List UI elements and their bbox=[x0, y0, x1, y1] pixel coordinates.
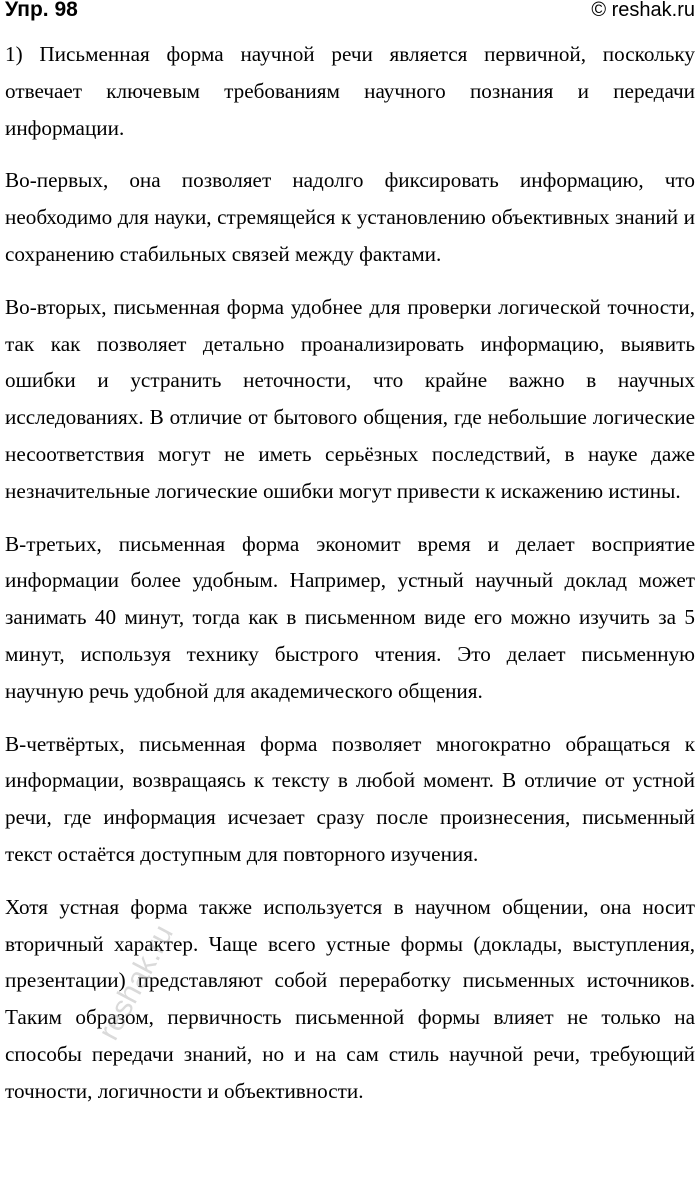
paragraph-1: 1) Письменная форма научной речи является первичной, поскольку отвечает ключевым требованиям научного познания и передачи информации. bbox=[5, 42, 695, 140]
exercise-title: Упр. 98 bbox=[5, 0, 78, 21]
paragraph-3: Во-вторых, письменная форма удобнее для проверки логической точности, так как позволяет детально проанализировать информацию, выявить ошибки и устранить неточности, что крайне важно в научных исследованиях. В отличие от бытового общения, где небольшие логические несоответствия могут не иметь серьёзных последствий, в науке даже незначительные логические ошибки могут привести к искажению истины. bbox=[5, 294, 695, 503]
watermark: reshak.ru bbox=[92, 919, 180, 1046]
answer-text bbox=[5, 36, 695, 1126]
paragraph-6: Хотя устная форма также используется в научном общении, она носит вторичный характер. Чаще всего устные формы (доклады, выступления, презентации) представляют собой переработку письменных источников. Таким образом, первичность письменной формы влияет не только на способы передачи знаний, но и на сам стиль научной речи, требующий точности, логичности и объективности. bbox=[5, 894, 695, 1103]
paragraph-5: В-четвёртых, письменная форма позволяет многократно обращаться к информации, возвращаясь к тексту в любой момент. В отличие от устной речи, где информация исчезает сразу после произнесения, письменный текст остаётся доступным для повторного изучения. bbox=[5, 731, 695, 866]
page-header bbox=[5, 0, 695, 26]
paragraph-4: В-третьих, письменная форма экономит время и делает восприятие информации более удобным. Например, устный научный доклад может занимать 40 минут, тогда как в письменном виде его можно изучить за 5 минут, используя технику быстрого чтения. Это делает письменную научную речь удобной для академического общения. bbox=[5, 531, 695, 703]
paragraph-2: Во-первых, она позволяет надолго фиксировать информацию, что необходимо для науки, стремящейся к установлению объективных знаний и сохранению стабильных связей между фактами. bbox=[5, 168, 695, 266]
copyright-label: © reshak.ru bbox=[591, 0, 695, 21]
